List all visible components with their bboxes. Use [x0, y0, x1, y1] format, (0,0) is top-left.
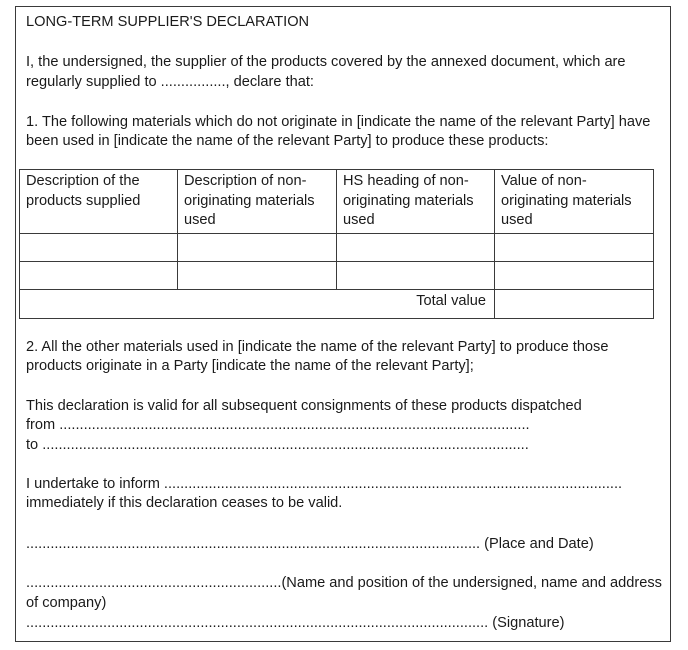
table-row — [20, 233, 654, 261]
table-cell — [495, 261, 654, 289]
table-cell — [337, 261, 495, 289]
undertake-line-2: immediately if this declaration ceases to be valid. — [26, 495, 343, 511]
table-cell — [178, 261, 337, 289]
header-non-originating-description — [178, 170, 337, 234]
table-header-row — [20, 170, 654, 234]
intro-line-2: regularly supplied to ................, declare that: — [26, 74, 314, 90]
intro-line-1: I, the undersigned, the supplier of the products covered by the annexed document, which are — [26, 54, 626, 70]
total-value-label: Total value — [20, 289, 495, 318]
signature-line: .................................................................................................................. (Signature) — [26, 615, 565, 631]
document-title: LONG-TERM SUPPLIER'S DECLARATION — [26, 14, 310, 30]
header-text-line: products supplied — [26, 192, 141, 209]
undertake-line-1: I undertake to inform ................................................................................................................. — [26, 476, 623, 492]
header-hs-heading — [337, 170, 495, 234]
header-text-line: originating materials — [184, 192, 315, 209]
header-text-line: Description of non- — [184, 173, 307, 189]
clause-2-line-1: 2. All the other materials used in [indicate the name of the relevant Party] to produce those — [26, 339, 609, 355]
table-cell — [337, 233, 495, 261]
total-value-cell — [495, 289, 654, 318]
header-text-line: Value of non- — [501, 173, 587, 189]
header-text-line: originating materials — [501, 192, 632, 209]
header-products-supplied — [20, 170, 178, 234]
clause-1-line-1: 1. The following materials which do not originate in [indicate the name of the relevant Party] have — [26, 114, 651, 130]
table-cell — [495, 233, 654, 261]
name-position-line-1: ...............................................................(Name and position of the undersigned, name and address — [26, 575, 662, 591]
name-position-line-2: of company) — [26, 595, 107, 611]
place-date-line: ................................................................................................................ (Place and Date) — [26, 536, 594, 552]
clause-1-line-2: been used in [indicate the name of the relevant Party] to produce these products: — [26, 133, 549, 149]
validity-line: This declaration is valid for all subsequent consignments of these products dispatched — [26, 398, 582, 414]
table-cell — [178, 233, 337, 261]
validity-to-line: to ........................................................................................................................ — [26, 437, 529, 453]
table-cell — [20, 233, 178, 261]
header-text-line: Description of the — [26, 173, 140, 189]
clause-2-line-2: products originate in a Party [indicate the name of the relevant Party]; — [26, 358, 474, 374]
table-row — [20, 261, 654, 289]
header-value — [495, 170, 654, 234]
header-text-line: used — [343, 212, 375, 228]
table-cell — [20, 261, 178, 289]
validity-from-line: from .................................................................................................................... — [26, 417, 530, 433]
header-text-line: HS heading of non- — [343, 173, 469, 189]
header-text-line: used — [184, 212, 216, 228]
header-text-line: originating materials — [343, 192, 474, 209]
table-total-row — [20, 289, 654, 318]
header-text-line: used — [501, 212, 533, 228]
materials-table — [19, 169, 654, 319]
